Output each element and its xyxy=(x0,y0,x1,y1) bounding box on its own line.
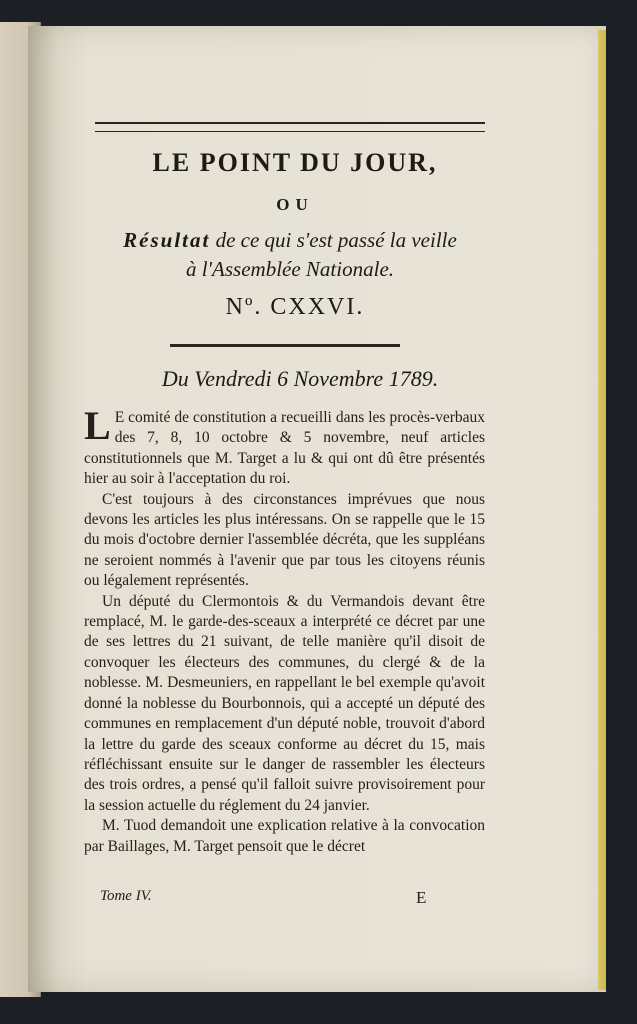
gathering-signature: E xyxy=(416,888,427,907)
drop-cap: L xyxy=(84,403,111,448)
newspaper-title: LE POINT DU JOUR, xyxy=(152,148,438,177)
section-rule xyxy=(170,344,400,347)
header-double-rule xyxy=(95,122,485,132)
subtitle-line1: de ce qui s'est passé la veille xyxy=(210,228,457,252)
subtitle xyxy=(80,226,500,284)
article-body xyxy=(84,403,485,857)
paragraph: L E comité de constitution a recueilli dans les procès-verbaux des 7, 8, 10 octobre & 5 novembre, neuf articles constitutionnels que M. Target a lu & qui ont dû être présentés hier au soir à l'acceptation du roi. xyxy=(84,403,485,488)
page-gilt-edge xyxy=(598,30,606,990)
paragraph: Un député du Clermontois & du Vermandois devant être remplacé, M. le garde-des-sceaux a interprété ce décret par une de ses lettres du 21 suivant, de telle manière qu'il disoit de convoquer les électeurs des communes, du clergé & de la noblesse. M. Desmeuniers, en rappellant le bel exemple qu'avoit donné la noblesse du Bourbonnois, qui a accepté un député des communes en remplacement d'un député noble, trouvoit d'abord la lettre du garde des sceaux conforme au décret du 15, mais réfléchissant ensuite sur le danger de rassembler les électeurs des trois ordres, a pensé qu'il falloit suivre provisoirement pour la session actuelle du réglement du 24 janvier. xyxy=(84,592,485,814)
subtitle-caps-word: Résultat xyxy=(123,228,211,252)
issue-date: Du Vendredi 6 Novembre 1789. xyxy=(161,366,439,391)
subtitle-line2: à l'Assemblée Nationale. xyxy=(185,257,395,281)
issue-number: Nº. CXXVI. xyxy=(225,294,365,320)
paragraph: M. Tuod demandoit une explication relative à la convocation par Baillages, M. Target pensoit que le décret xyxy=(84,817,485,855)
title-conjunction: OU xyxy=(276,195,314,214)
paragraph: C'est toujours à des circonstances imprévues que nous devons les articles les plus intéressans. On se rappelle que le 15 du mois d'octobre dernier l'assemblée décréta, que les suppléans ne seroient nommés à l'avenir que par tous les citoyens réunis ou légalement représentés. xyxy=(84,490,485,590)
volume-signature: Tome IV. xyxy=(100,888,152,904)
